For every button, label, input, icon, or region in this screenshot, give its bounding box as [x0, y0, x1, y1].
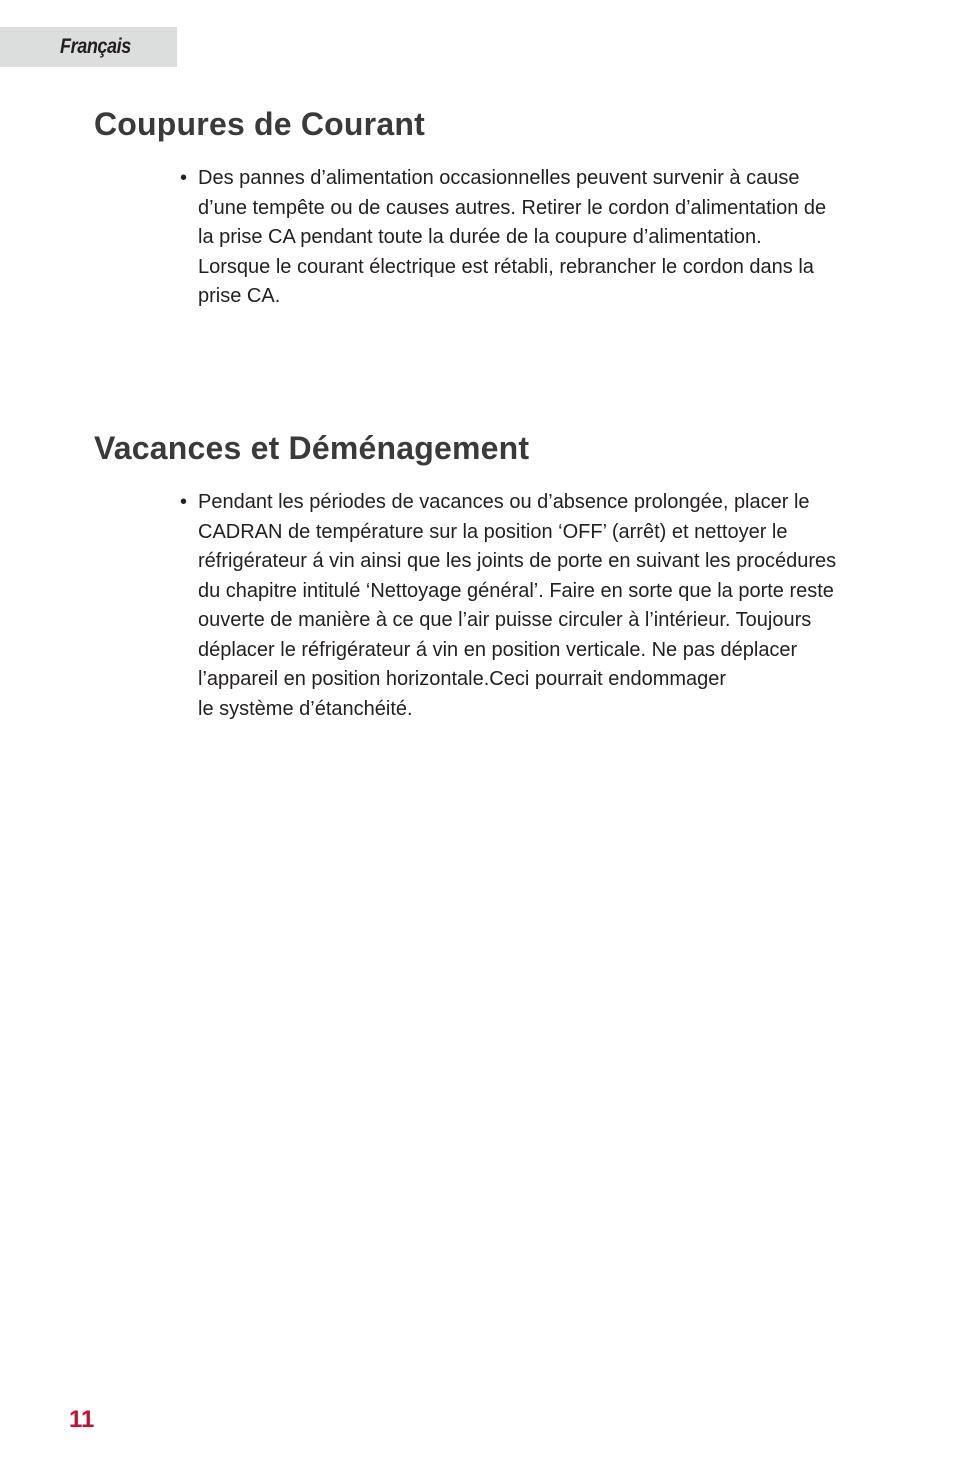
bullet-marker: •	[180, 491, 188, 513]
text-line: CADRAN de température sur la position ‘OFF’ (arrêt) et nettoyer le	[198, 520, 788, 543]
text-line: d’une tempête ou de causes autres. Retirer le cordon d’alimentation de	[198, 196, 827, 219]
text-line: Lorsque le courant électrique est rétabli, rebrancher le cordon dans la	[198, 255, 814, 278]
text-line: déplacer le réfrigérateur á vin en position verticale. Ne pas déplacer	[198, 638, 798, 661]
bullet-marker: •	[180, 167, 188, 189]
bullet-text	[198, 164, 870, 312]
text-line: Pendant les périodes de vacances ou d’absence prolongée, placer le	[198, 491, 810, 513]
page-number: 11	[69, 1406, 95, 1433]
text-line: ouverte de manière à ce que l’air puisse circuler à l’intérieur. Toujours	[198, 609, 812, 631]
section-title-vacation-moving: Vacances et Déménagement	[94, 430, 530, 466]
language-tab	[0, 27, 177, 67]
section-title-power-outages: Coupures de Courant	[94, 106, 425, 142]
text-line: Des pannes d’alimentation occasionnelles peuvent survenir à cause	[198, 167, 800, 189]
bullet-item-power-outages	[180, 164, 870, 312]
text-line: l’appareil en position horizontale.Ceci pourrait endommager	[198, 668, 727, 690]
bullet-text	[198, 488, 870, 724]
text-line: prise CA.	[198, 285, 281, 307]
text-line: du chapitre intitulé ‘Nettoyage général’. Faire en sorte que la porte reste	[198, 579, 834, 602]
text-line: la prise CA pendant toute la durée de la coupure d’alimentation.	[198, 226, 762, 248]
bullet-item-vacation-moving	[180, 488, 870, 724]
text-line: le système d’étanchéité.	[198, 697, 413, 720]
language-label: Français	[60, 35, 131, 58]
text-line: réfrigérateur á vin ainsi que les joints de porte en suivant les procédures	[198, 550, 837, 572]
